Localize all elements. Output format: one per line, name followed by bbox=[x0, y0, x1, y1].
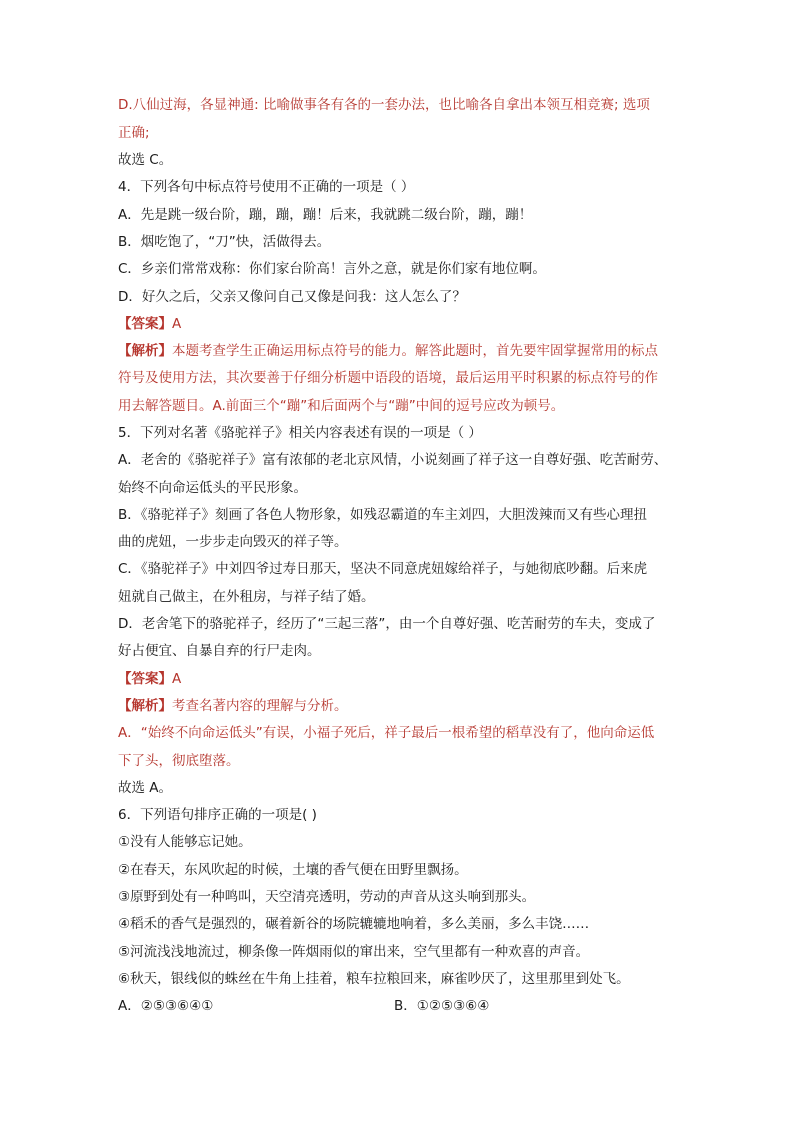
q5-detail-line2: 下了头，彻底堕落。 bbox=[118, 753, 240, 769]
q4-answer bbox=[118, 314, 694, 334]
answer-tag: 【答案】 bbox=[118, 316, 172, 332]
answer-tag: 【答案】 bbox=[118, 671, 172, 687]
q5-conclusion: 故选 A。 bbox=[118, 780, 173, 796]
q4-analysis-line3: 用去解答题目。A.前面三个“蹦”和后面两个与“蹦”中间的逗号应改为顿号。 bbox=[118, 398, 565, 414]
analysis-tag: 【解析】 bbox=[118, 698, 172, 714]
q6-sentence-3: ③原野到处有一种鸣叫，天空清亮透明，劳动的声音从这头响到那头。 bbox=[118, 889, 536, 905]
analysis-tag: 【解析】 bbox=[118, 343, 172, 359]
answer-value: A bbox=[172, 316, 182, 332]
q4-option-b: B．烟吃饱了，“刀”快，活做得去。 bbox=[118, 234, 331, 250]
q6-sentence-6: ⑥秋天，银线似的蛛丝在牛角上挂着，粮车拉粮回来，麻雀吵厌了，这里那里到处飞。 bbox=[118, 971, 630, 987]
analysis-text: 本题考查学生正确运用标点符号的能力。解答此题时，首先要牢固掌握常用的标点 bbox=[172, 343, 658, 359]
q5-answer bbox=[118, 669, 694, 689]
q5-option-c-line1: C．《骆驼祥子》中刘四爷过寿日那天，坚决不同意虎妞嫁给祥子，与她彻底吵翻。后来虎 bbox=[118, 561, 648, 577]
q6-sentence-2: ②在春天，东风吹起的时候，土壤的香气便在田野里飘扬。 bbox=[118, 862, 468, 878]
q6-stem: 6．下列语句排序正确的一项是( ) bbox=[118, 807, 317, 823]
q3-option-d-line1: D.八仙过海，各显神通: 比喻做事各有各的一套办法，也比喻各自拿出本领互相竞赛; 选项 bbox=[118, 97, 650, 113]
answer-value: A bbox=[172, 671, 182, 687]
q5-option-d-line1: D．老舍笔下的骆驼祥子，经历了“三起三落”，由一个自尊好强、吃苦耐劳的车夫，变成了 bbox=[118, 616, 656, 632]
q6-sentence-1: ①没有人能够忘记她。 bbox=[118, 834, 252, 850]
q6-option-a: A．②⑤③⑥④① bbox=[118, 998, 214, 1014]
q5-option-b-line1: B．《骆驼祥子》刻画了各色人物形象，如残忍霸道的车主刘四，大胆泼辣而又有些心理扭 bbox=[118, 507, 648, 523]
q6-options-row bbox=[118, 996, 694, 1016]
q5-option-c-line2: 妞就自己做主，在外租房，与祥子结了婚。 bbox=[118, 589, 375, 605]
q4-option-c: C．乡亲们常常戏称：你们家台阶高！言外之意，就是你们家有地位啊。 bbox=[118, 261, 546, 277]
q4-stem: 4．下列各句中标点符号使用不正确的一项是（ ） bbox=[118, 179, 415, 195]
q4-analysis-line2: 符号及使用方法，其次要善于仔细分析题中语段的语境，最后运用平时积累的标点符号的作 bbox=[118, 370, 658, 386]
q5-option-a-line1: A．老舍的《骆驼祥子》富有浓郁的老北京风情，小说刻画了祥子这一自尊好强、吃苦耐劳、 bbox=[118, 452, 668, 468]
q6-option-b: B．①②⑤③⑥④ bbox=[394, 998, 490, 1014]
q6-sentence-4: ④稻禾的香气是强烈的，碾着新谷的场院辘辘地响着，多么美丽，多么丰饶…… bbox=[118, 916, 590, 932]
q4-option-d: D．好久之后，父亲又像问自己又像是问我：这人怎么了？ bbox=[118, 289, 466, 305]
q4-analysis-line1 bbox=[118, 341, 694, 361]
q5-option-b-line2: 曲的虎妞，一步步走向毁灭的祥子等。 bbox=[118, 534, 348, 550]
q5-analysis bbox=[118, 696, 694, 716]
q5-stem: 5．下列对名著《骆驼祥子》相关内容表述有误的一项是（ ） bbox=[118, 425, 482, 441]
q3-option-d-line2: 正确; bbox=[118, 125, 150, 141]
q5-option-d-line2: 好占便宜、自暴自弃的行尸走肉。 bbox=[118, 643, 321, 659]
q4-option-a: A．先是跳一级台阶，蹦，蹦，蹦！后来，我就跳二级台阶，蹦，蹦！ bbox=[118, 207, 533, 223]
analysis-text: 考查名著内容的理解与分析。 bbox=[172, 698, 348, 714]
q3-conclusion: 故选 C。 bbox=[118, 152, 173, 168]
q5-detail-line1: A．“始终不向命运低头”有误，小福子死后，祥子最后一根希望的稻草没有了，他向命运低 bbox=[118, 725, 655, 741]
q6-sentence-5: ⑤河流浅浅地流过，柳条像一阵烟雨似的窜出来，空气里都有一种欢喜的声音。 bbox=[118, 944, 590, 960]
q5-option-a-line2: 始终不向命运低头的平民形象。 bbox=[118, 480, 307, 496]
